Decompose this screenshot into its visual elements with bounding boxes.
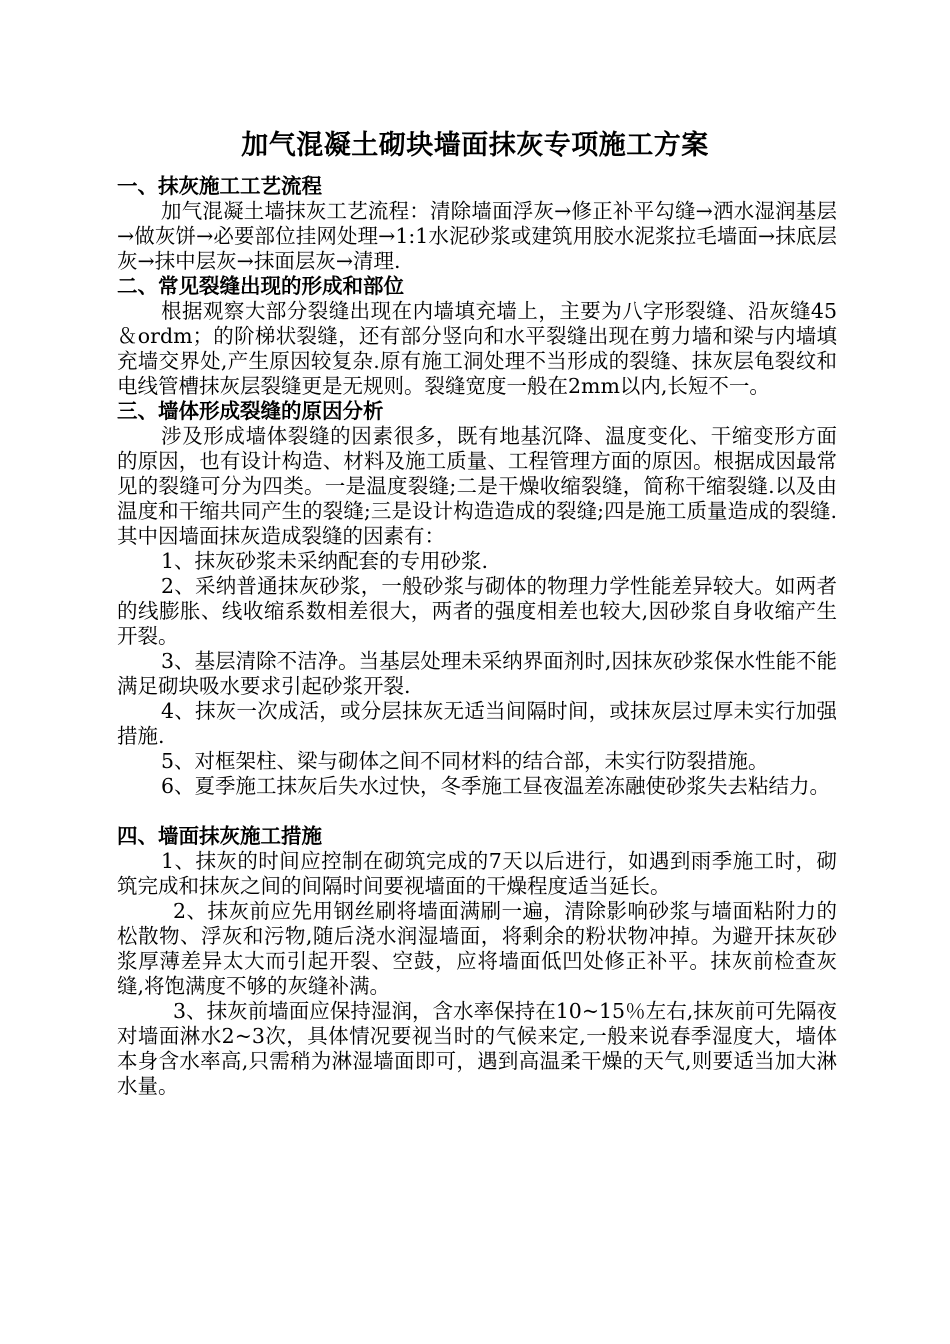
blank-line (117, 799, 837, 824)
list-item: 6、夏季施工抹灰后失水过快，冬季施工昼夜温差冻融使砂浆失去粘结力。 (161, 774, 831, 798)
document-body (117, 174, 837, 1099)
paragraph: 涉及形成墙体裂缝的因素很多，既有地基沉降、温度变化、干缩变形方面的原因，也有设计构造、材料及施工质量、工程管理方面的原因。根据成因最常见的裂缝可分为四类。一是温度裂缝;二是干燥收缩裂缝，简称干缩裂缝.以及由温度和干缩共同产生的裂缝;三是设计构造造成的裂缝;四是施工质量造成的裂缝.其中因墙面抹灰造成裂缝的因素有： (117, 424, 837, 548)
list-item: 2、采纳普通抹灰砂浆，一般砂浆与砌体的物理力学性能差异较大。如两者的线膨胀、线收缩系数相差很大，两者的强度相差也较大,因砂浆自身收缩产生开裂。 (117, 574, 837, 648)
list-item: 3、抹灰前墙面应保持湿润，含水率保持在10~15％左右,抹灰前可先隔夜对墙面淋水2~3次，具体情况要视当时的气候来定,一般来说春季湿度大，墙体本身含水率高,只需稍为淋湿墙面即可，遇到高温柔干燥的天气,则要适当加大淋水量。 (117, 999, 837, 1098)
section-2 (117, 274, 837, 399)
section-4 (117, 824, 837, 1099)
paragraph: 根据观察大部分裂缝出现在内墙填充墙上，主要为八字形裂缝、沿灰缝45＆ordm；的阶梯状裂缝，还有部分竖向和水平裂缝出现在剪力墙和梁与内墙填充墙交界处,产生原因较复杂.原有施工洞处理不当形成的裂缝、抹灰层龟裂纹和电线管槽抹灰层裂缝更是无规则。裂缝宽度一般在2mm以内,长短不一。 (117, 299, 837, 398)
list-item: 1、抹灰的时间应控制在砌筑完成的7天以后进行，如遇到雨季施工时，砌筑完成和抹灰之间的间隔时间要视墙面的干燥程度适当延长。 (117, 849, 837, 898)
list-item: 3、基层清除不洁净。当基层处理未采纳界面剂时,因抹灰砂浆保水性能不能满足砌块吸水要求引起砂浆开裂. (117, 649, 837, 698)
section-heading: 三、墙体形成裂缝的原因分析 (117, 399, 384, 423)
list-item: 2、抹灰前应先用钢丝刷将墙面满刷一遍，清除影响砂浆与墙面粘附力的松散物、浮灰和污物,随后浇水润湿墙面，将剩余的粉状物冲掉。为避开抹灰砂浆厚薄差异太大而引起开裂、空鼓，应将墙面低凹处修正补平。抹灰前检查灰缝,将饱满度不够的灰缝补满。 (117, 899, 837, 998)
paragraph: 加气混凝土墙抹灰工艺流程：清除墙面浮灰→修正补平勾缝→洒水湿润基层→做灰饼→必要部位挂网处理→1:1水泥砂浆或建筑用胶水泥浆拉毛墙面→抹底层灰→抹中层灰→抹面层灰→清理. (117, 199, 837, 273)
list-item: 4、抹灰一次成活，或分层抹灰无适当间隔时间，或抹灰层过厚未实行加强措施. (117, 699, 837, 748)
section-heading: 一、抹灰施工工艺流程 (117, 174, 322, 198)
section-heading: 四、墙面抹灰施工措施 (117, 824, 322, 848)
section-heading: 二、常见裂缝出现的形成和部位 (117, 274, 404, 298)
document-title: 加气混凝土砌块墙面抹灰专项施工方案 (241, 130, 709, 161)
list-item: 1、抹灰砂浆未采纳配套的专用砂浆. (161, 549, 489, 573)
list-item: 5、对框架柱、梁与砌体之间不同材料的结合部，未实行防裂措施。 (161, 749, 769, 773)
section-1 (117, 174, 837, 274)
section-3 (117, 399, 837, 799)
